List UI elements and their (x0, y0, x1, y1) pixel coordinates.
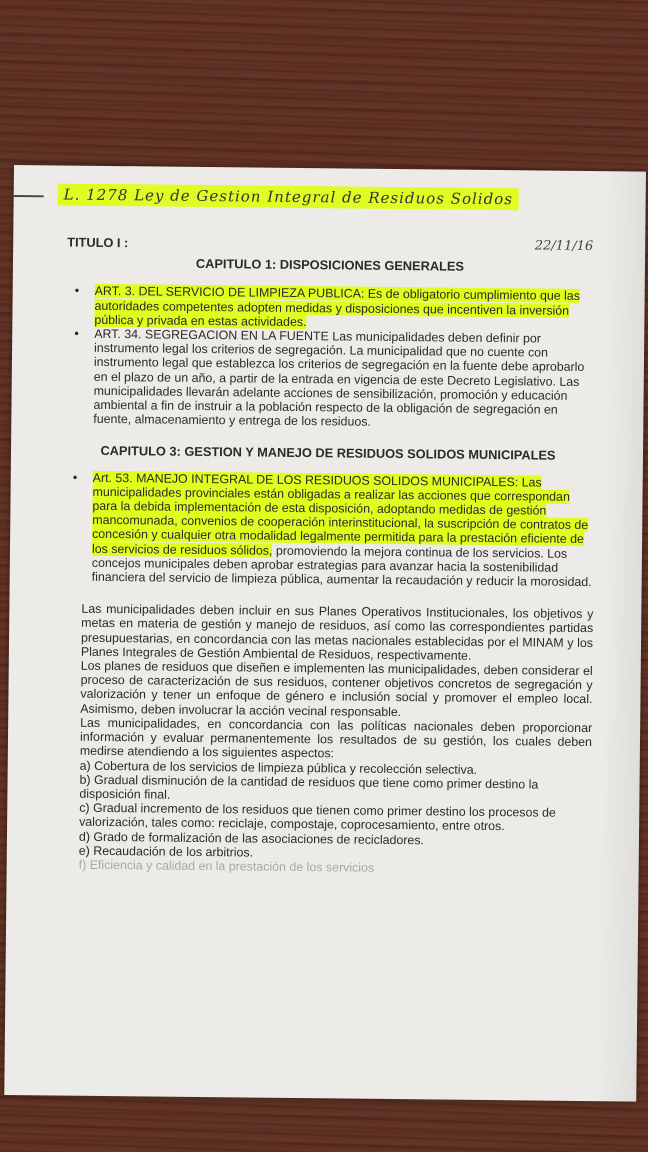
document-body (57, 236, 598, 878)
article-34 (93, 327, 596, 432)
paragraph-politicas: Las municipalidades, en concordancia con las políticas nacionales deben proporcionar información y evaluar permanentemente los resultados de su gestión, los cuales deben medirse atendiendo a los siguientes aspectos: (79, 715, 593, 761)
article-34-text: ART. 34. SEGREGACION EN LA FUENTE Las municipalidades deben definir por instrumento legal los criterios de segregación. La municipalidad que no cuente con instrumento legal que establezca los criterios de segregación en la fuente debe aprobarlo en el plazo de un año, a partir de la entrada en vigencia de este Decreto Legislativo. Las municipalidades llevarán adelante acciones de sensibilización, promoción y educación ambiental a fin de instruir a la población respecto de la obligación de segregación en fuente, almacenamiento y entrega de los residuos. (93, 326, 585, 429)
aspect-item: e) Recaudación de los arbitrios. (78, 843, 254, 860)
aspect-item: c) Gradual incremento de los residuos que tienen como primer destino los procesos de valorización, tales como: reciclaje, compostaje, coprocesamiento, entre otros. (79, 800, 556, 834)
paragraph-planes-residuos: Los planes de residuos que diseñen e implementen las municipalidades, deben considerar el proceso de caracterización de sus residuos, contener objetivos concretos de segregación y valorización y tener un enfoque de género e inclusión social y promover el empleo local. Asimismo, deben involucrar la acción vecinal responsable. (80, 658, 593, 719)
article-53 (92, 470, 595, 589)
capitulo-1-heading: CAPITULO 1: DISPOSICIONES GENERALES (195, 256, 465, 274)
page-shadow (596, 171, 646, 1101)
handwritten-title (57, 185, 617, 219)
document-page (4, 165, 646, 1102)
capitulo-3-articles (60, 470, 595, 589)
margin-mark (14, 195, 44, 197)
paragraph-planes-operativos: Las municipalidades deben incluir en sus Planes Operativos Institucionales, los objetivos y metas en materia de gestión y manejo de residuos, así como las correspondientes partidas presupuestarias, en concordancia con las metas nacionales establecidas por el MINAM y los Planes Integrales de Gestión Ambiental de Residuos, respectivamente. (80, 601, 594, 663)
article-3 (94, 284, 596, 332)
aspect-item: d) Grado de formalización de las asociaciones de recicladores. (78, 829, 425, 847)
capitulo-3-heading: CAPITULO 3: GESTION Y MANEJO DE RESIDUOS SOLIDOS MUNICIPALES (100, 443, 556, 464)
aspect-item-cut: f) Eficiencia y calidad en la prestación de los servicios (78, 857, 375, 875)
handwritten-date: 22/11/16 (534, 238, 594, 255)
aspect-item: a) Cobertura de los servicios de limpieza pública y recolección selectiva. (79, 758, 478, 777)
aspects-list (79, 758, 592, 877)
article-3-text: ART. 3. DEL SERVICIO DE LIMPIEZA PUBLICA: Es de obligatorio cumplimiento que las autoridades competentes adopten medidas y disposiciones que incentiven la inversión pública y privada en estas actividades. (94, 284, 581, 329)
capitulo-1-articles (61, 284, 596, 432)
article-53-rest: promoviendo la mejora continua de los servicios. Los concejos municipales deben aprobar estrategias para avanzar hacia la sostenibilidad financiera del servicio de limpieza pública, aumentar la recaudación y reducir la morosidad. (91, 543, 592, 590)
article-53-highlight: Art. 53. MANEJO INTEGRAL DE LOS RESIDUOS SOLIDOS MUNICIPALES: Las municipalidades provinciales están obligadas a realizar las acciones que correspondan para la debida implementación de esta disposición, adoptando medidas de gestión mancomunada, convenios de cooperación interinstitucional, la suscripción de contratos de concesión y cualquier otra modalidad legalmente permitida para la prestación eficiente de los servicios de residuos sólidos, (91, 470, 589, 558)
aspect-item: b) Gradual disminución de la cantidad de residuos que tiene como primer destino la disposición final. (79, 772, 539, 802)
handwritten-title-text: L. 1278 Ley de Gestion Integral de Residuos Solidos (58, 183, 520, 210)
titulo-heading: TITULO I : (67, 234, 129, 251)
